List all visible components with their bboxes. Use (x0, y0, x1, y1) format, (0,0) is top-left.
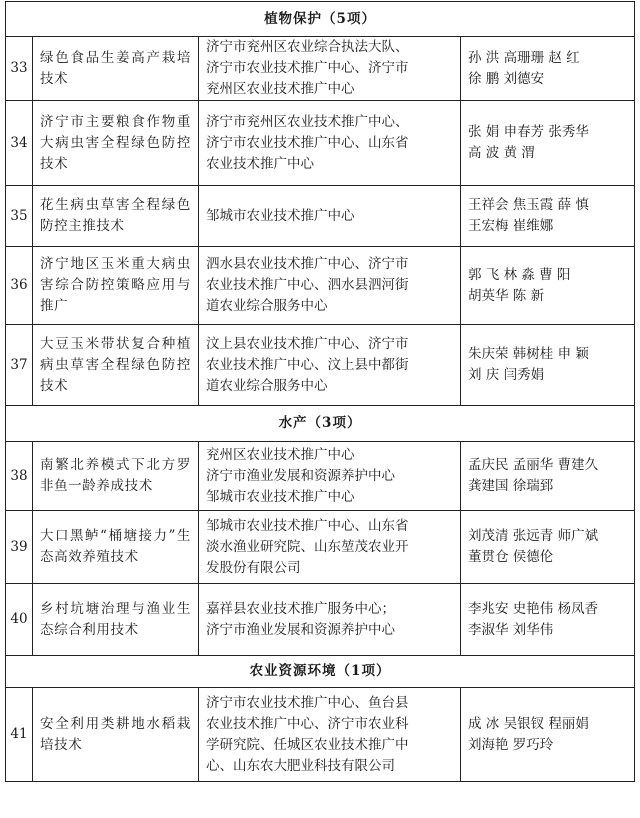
table-row (6, 688, 635, 782)
people-cell (461, 186, 635, 247)
people-line: 孙 洪 高珊珊 赵 红 (468, 49, 580, 66)
people-line: 王宏梅 崔维娜 (468, 218, 554, 234)
people-cell (461, 37, 635, 101)
unit-line: 邹城市农业技术推广中心 (206, 488, 355, 505)
project-name: 南繁北养模式下北方罗非鱼一龄养成技术 (33, 442, 199, 511)
project-name: 大口黑鲈“桶塘接力”生态高效养殖技术 (33, 511, 199, 584)
units-cell (199, 247, 461, 325)
unit-line: 济宁市渔业发展和资源养护中心 (206, 467, 395, 484)
project-name: 济宁市主要粮食作物重大病虫害全程绿色防控技术 (33, 101, 199, 186)
unit-line: 农业技术推广中心、汶上县中都街 (206, 356, 409, 373)
people-line: 郭 飞 林 淼 曹 阳 (468, 266, 571, 283)
unit-line: 道农业综合服务中心 (206, 377, 328, 394)
units-cell (199, 511, 461, 584)
unit-line: 济宁市农业技术推广中心、鱼台县 (206, 694, 409, 711)
unit-line: 农业技术推广中心 (206, 155, 314, 172)
table-row (6, 37, 635, 101)
people-line: 龚建国 徐瑞郅 (468, 478, 554, 494)
people-line: 董贯仓 侯德伦 (468, 549, 554, 565)
row-number: 41 (6, 688, 33, 782)
row-number: 34 (6, 101, 33, 186)
project-name: 花生病虫草害全程绿色防控主推技术 (33, 186, 199, 247)
row-number: 40 (6, 584, 33, 656)
people-line: 孟庆民 孟丽华 曹建久 (468, 457, 599, 473)
unit-line: 济宁市农业技术推广中心、山东省 (206, 134, 409, 151)
people-cell (461, 688, 635, 782)
awards-table (5, 1, 635, 782)
table-row (6, 442, 635, 511)
unit-line: 嘉祥县农业技术推广服务中心； (206, 600, 395, 617)
unit-line: 兖州区农业技术推广中心 (206, 446, 355, 463)
unit-line: 学研究院、任城区农业技术推广中 (206, 736, 409, 753)
unit-line: 邹城市农业技术推广中心、山东省 (206, 517, 409, 534)
unit-line: 邹城市农业技术推广中心 (206, 207, 355, 224)
people-line: 张 娟 申春芳 张秀华 (468, 124, 589, 140)
table-row (6, 511, 635, 584)
unit-line: 淡水渔业研究院、山东堃茂农业开 (206, 538, 409, 555)
people-cell (461, 442, 635, 511)
section-header-row (6, 406, 635, 442)
row-number: 38 (6, 442, 33, 511)
unit-line: 心、山东农大肥业科技有限公司 (206, 757, 395, 774)
table-row (6, 584, 635, 656)
unit-line: 发股份有限公司 (206, 559, 301, 576)
project-name: 安全利用类耕地水稻栽培技术 (33, 688, 199, 782)
project-name: 乡村坑塘治理与渔业生态综合利用技术 (33, 584, 199, 656)
unit-line: 兖州区农业技术推广中心 (206, 81, 355, 97)
people-line: 朱庆荣 韩树桂 申 颖 (468, 346, 589, 362)
units-cell (199, 186, 461, 247)
section-header-row (6, 2, 635, 37)
row-number: 36 (6, 247, 33, 325)
section-title: 植物保护（5项） (6, 2, 635, 37)
unit-line: 泗水县农业技术推广中心、济宁市 (206, 256, 409, 272)
units-cell (199, 37, 461, 101)
section-header-row (6, 656, 635, 688)
unit-line: 农业技术推广中心、济宁市农业科 (206, 715, 409, 732)
people-cell (461, 247, 635, 325)
people-line: 王祥会 焦玉霞 薛 慎 (468, 197, 589, 213)
units-cell (199, 101, 461, 186)
unit-line: 汶上县农业技术推广中心、济宁市 (206, 335, 409, 352)
people-line: 李兆安 史艳伟 杨凤香 (468, 600, 599, 617)
units-cell (199, 442, 461, 511)
people-cell (461, 511, 635, 584)
section-title: 水产（3项） (6, 406, 635, 442)
row-number: 33 (6, 37, 33, 101)
people-cell (461, 584, 635, 656)
table-row (6, 247, 635, 325)
row-number: 39 (6, 511, 33, 584)
units-cell (199, 688, 461, 782)
people-line: 胡英华 陈 新 (468, 287, 545, 304)
row-number: 37 (6, 325, 33, 406)
section-title: 农业资源环境（1项） (6, 656, 635, 688)
people-line: 徐 鹏 刘德安 (468, 70, 545, 87)
units-cell (199, 584, 461, 656)
people-cell (461, 101, 635, 186)
project-name: 济宁地区玉米重大病虫害综合防控策略应用与推广 (33, 247, 199, 325)
unit-line: 济宁市兖州区农业综合执法大队、 (206, 39, 409, 55)
unit-line: 济宁市农业技术推广中心、济宁市 (206, 60, 409, 76)
people-line: 李淑华 刘华伟 (468, 621, 554, 638)
people-line: 刘 庆 闫秀娟 (468, 367, 545, 383)
people-line: 成 冰 吴银钗 程丽娟 (468, 715, 589, 732)
people-line: 高 波 黄 渭 (468, 145, 535, 161)
project-name: 大豆玉米带状复合种植病虫草害全程绿色防控技术 (33, 325, 199, 406)
row-number: 35 (6, 186, 33, 247)
people-cell (461, 325, 635, 406)
table-row (6, 325, 635, 406)
units-cell (199, 325, 461, 406)
unit-line: 道农业综合服务中心 (206, 298, 328, 314)
table-row (6, 186, 635, 247)
project-name: 绿色食品生姜高产栽培技术 (33, 37, 199, 101)
people-line: 刘海艳 罗巧玲 (468, 736, 554, 753)
unit-line: 济宁市渔业发展和资源养护中心 (206, 621, 395, 638)
unit-line: 济宁市兖州区农业技术推广中心、 (206, 113, 409, 130)
unit-line: 农业技术推广中心、泗水县泗河街 (206, 277, 409, 293)
people-line: 刘茂清 张远青 师广斌 (468, 528, 599, 544)
table-row (6, 101, 635, 186)
